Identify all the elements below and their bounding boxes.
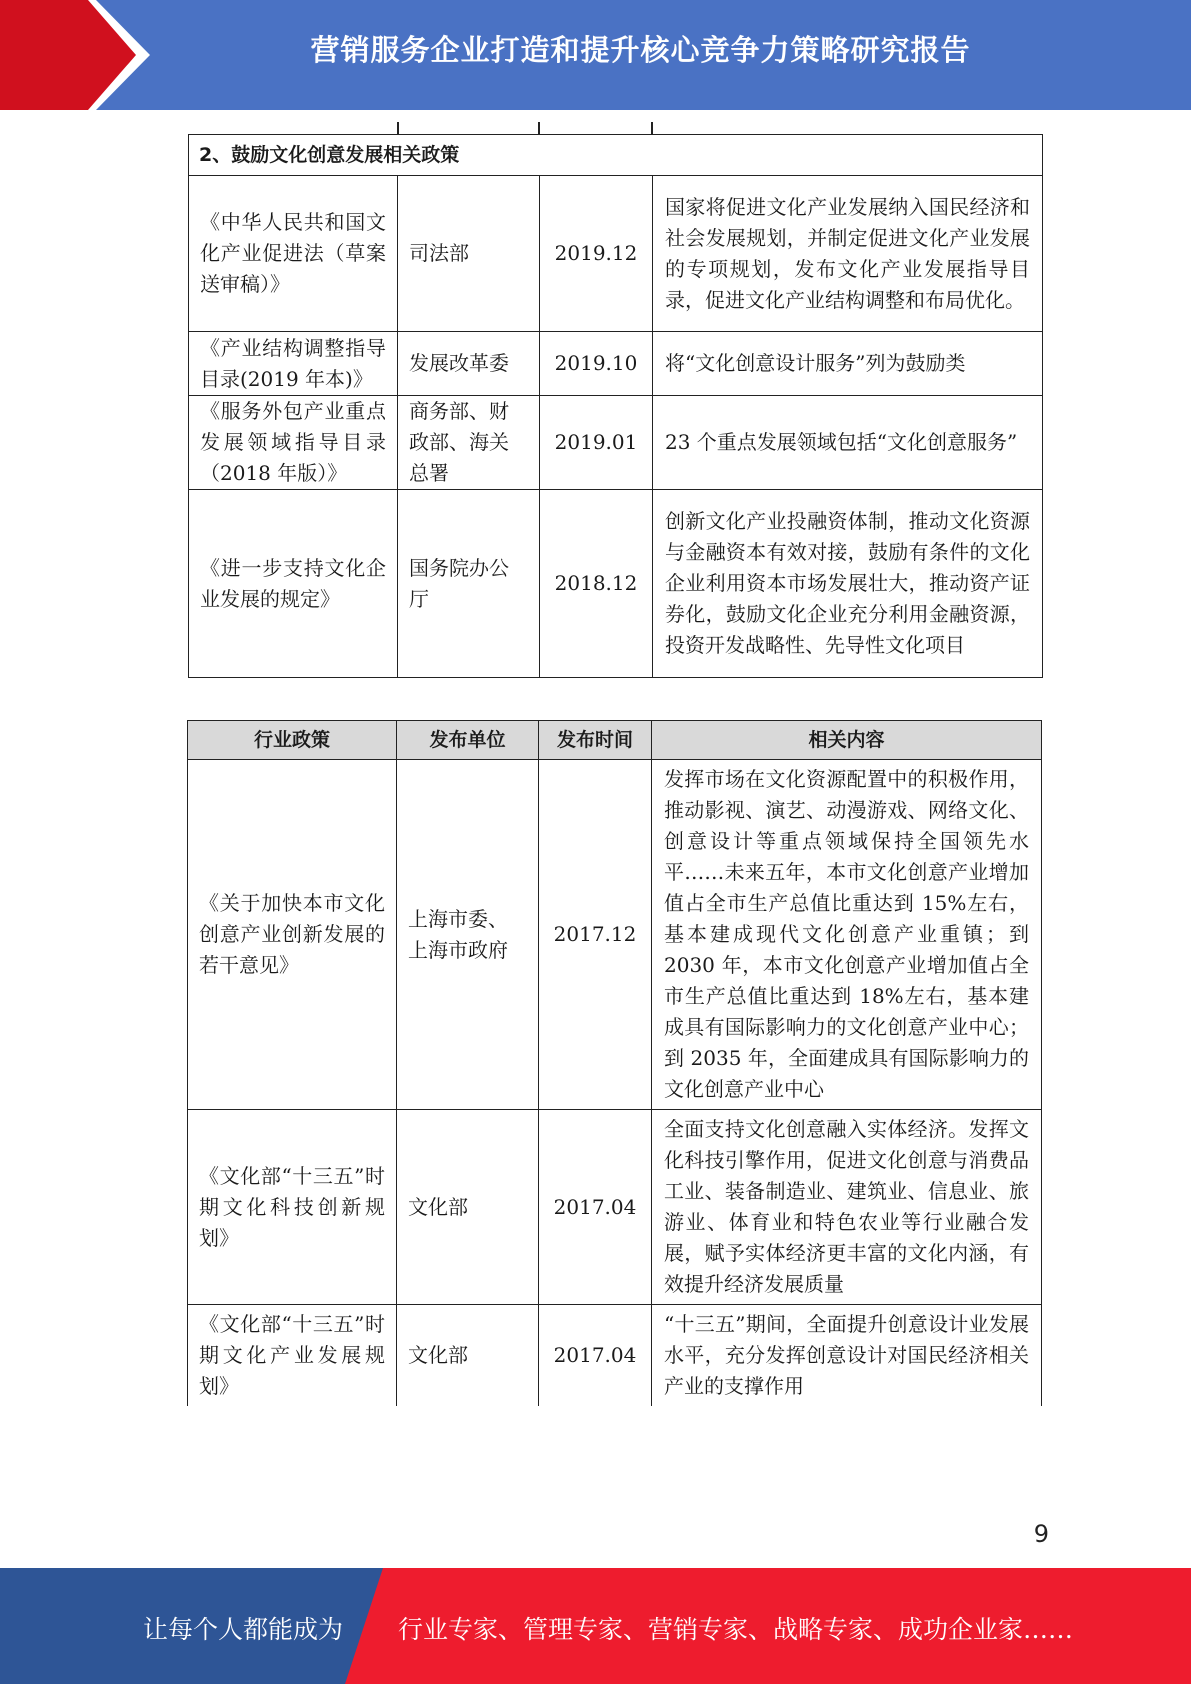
date: 2017.04 — [539, 1110, 652, 1305]
table-row — [188, 1110, 1042, 1305]
date: 2018.12 — [540, 490, 653, 678]
column-header: 相关内容 — [652, 721, 1042, 760]
content: 创新文化产业投融资体制，推动文化资源与金融资本有效对接，鼓励有条件的文化企业利用资本市场发展壮大，推动资产证券化，鼓励文化企业充分利用金融资源，投资开发战略性、先导性文化项目 — [653, 490, 1043, 678]
policy-name: 《文化部“十三五”时期文化科技创新规划》 — [188, 1110, 397, 1305]
table-header-row — [188, 721, 1042, 760]
issuer: 文化部 — [397, 1305, 539, 1407]
policy-table-2 — [187, 720, 1042, 1406]
date: 2019.12 — [540, 176, 653, 332]
page-header — [0, 0, 1191, 110]
content: “十三五”期间，全面提升创意设计业发展水平，充分发挥创意设计对国民经济相关产业的支撑作用 — [652, 1305, 1042, 1407]
policy-name: 《文化部“十三五”时期文化产业发展规划》 — [188, 1305, 397, 1407]
policy-name: 《进一步支持文化企业发展的规定》 — [189, 490, 398, 678]
column-header: 发布单位 — [397, 721, 539, 760]
policy-name: 《中华人民共和国文化产业促进法（草案送审稿）》 — [189, 176, 398, 332]
table-divider — [538, 122, 540, 134]
column-header: 行业政策 — [188, 721, 397, 760]
table-divider — [651, 122, 653, 134]
content: 发挥市场在文化资源配置中的积极作用，推动影视、演艺、动漫游戏、网络文化、创意设计等重点领域保持全国领先水平……未来五年，本市文化创意产业增加值占全市生产总值比重达到 15%左右，基本建成现代文化创意产业重镇；到 2030 年，本市文化创意产业增加值占全市生产总值比重达到 18%左右，基本建成具有国际影响力的文化创意产业中心；到 2035 年，全面建成具有国际影响力的文化创意产业中心 — [652, 760, 1042, 1110]
issuer: 商务部、财政部、海关总署 — [398, 396, 540, 490]
page-footer — [0, 1568, 1191, 1684]
footer-slogan-right: 行业专家、管理专家、营销专家、战略专家、成功企业家…… — [398, 1615, 1074, 1644]
date: 2017.04 — [539, 1305, 652, 1407]
issuer: 文化部 — [397, 1110, 539, 1305]
content: 将“文化创意设计服务”列为鼓励类 — [653, 332, 1043, 396]
issuer: 发展改革委 — [398, 332, 540, 396]
page-number: 9 — [1033, 1520, 1049, 1548]
footer-slogan-left: 让每个人都能成为 — [143, 1615, 344, 1644]
policy-name: 《产业结构调整指导目录(2019 年本)》 — [189, 332, 398, 396]
section-row — [189, 135, 1043, 176]
issuer: 上海市委、上海市政府 — [397, 760, 539, 1110]
table-row — [189, 332, 1043, 396]
report-title: 营销服务企业打造和提升核心竞争力策略研究报告 — [310, 33, 971, 67]
issuer: 国务院办公厅 — [398, 490, 540, 678]
date: 2019.01 — [540, 396, 653, 490]
table-divider — [397, 122, 399, 134]
table-row — [188, 1305, 1042, 1407]
content: 国家将促进文化产业发展纳入国民经济和社会发展规划，并制定促进文化产业发展的专项规划，发布文化产业发展指导目录，促进文化产业结构调整和布局优化。 — [653, 176, 1043, 332]
date: 2019.10 — [540, 332, 653, 396]
table-row — [189, 396, 1043, 490]
date: 2017.12 — [539, 760, 652, 1110]
content: 全面支持文化创意融入实体经济。发挥文化科技引擎作用，促进文化创意与消费品工业、装备制造业、建筑业、信息业、旅游业、体育业和特色农业等行业融合发展，赋予实体经济更丰富的文化内涵，有效提升经济发展质量 — [652, 1110, 1042, 1305]
table-row — [189, 176, 1043, 332]
table-row — [189, 490, 1043, 678]
section-title: 2、鼓励文化创意发展相关政策 — [189, 135, 1043, 176]
content: 23 个重点发展领域包括“文化创意服务” — [653, 396, 1043, 490]
column-header: 发布时间 — [539, 721, 652, 760]
table-row — [188, 760, 1042, 1110]
policy-table-1 — [188, 134, 1043, 678]
policy-name: 《关于加快本市文化创意产业创新发展的若干意见》 — [188, 760, 397, 1110]
issuer: 司法部 — [398, 176, 540, 332]
policy-name: 《服务外包产业重点发展领域指导目录（2018 年版）》 — [189, 396, 398, 490]
